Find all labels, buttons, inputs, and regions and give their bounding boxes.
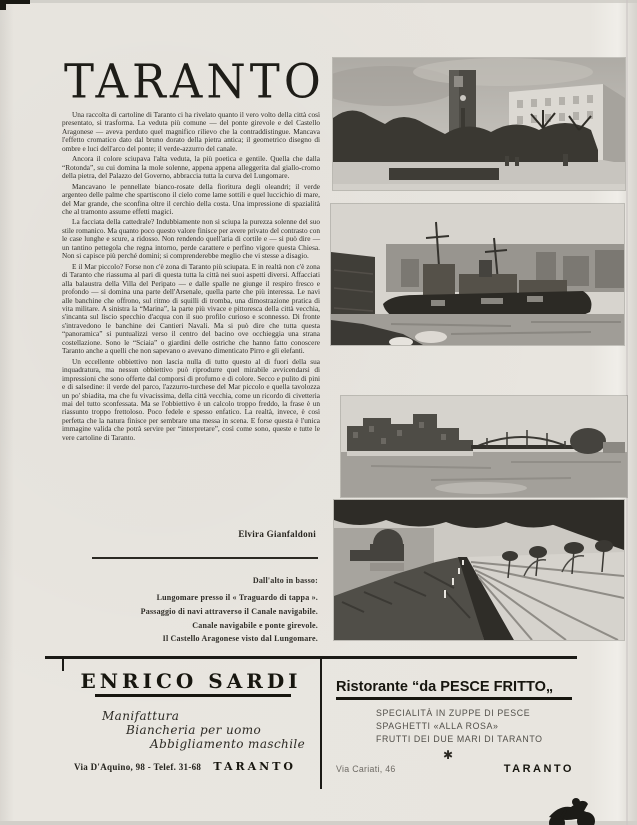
ad-left-line: Manifattura [102,709,180,723]
ad-right-name: Ristorante “da PESCE FRITTO„ [336,678,554,695]
caption-item: Canale navigabile e ponte girevole. [192,620,318,630]
divider-rule [92,557,318,559]
ad-right-city: TARANTO [503,763,574,775]
ad-right-underline [336,697,572,700]
ad-left-city: TARANTO [213,760,296,773]
article-paragraph: Mancavano le pennellate bianco-rosate della fioritura degli oleandri; il verde argenteo delle palme che spartiscono il cielo come lame sottili e quel luccichio di mare, del Mar grande, che sconfina oltre il cerchio della costa. Una impressione di spazialità che al tramonto assume effetti magici. [62,181,320,216]
photo-captions [60,576,318,646]
captions-heading: Dall'alto in basso: [252,576,318,585]
article-paragraph: Ancora il colore sciupava l'alta veduta, la più poetica e gentile. Quella che dalla “Rotonda”, su cui domina la mole solenne, appena appena alleggerita dal giallo-cromo della pietra, del Palazzo del Governo, abbraccia tutta la curva del Lungomare. [62,154,320,181]
ad-left-line: Biancheria per uomo [126,723,262,737]
ad-left-address: Via D'Aquino, 98 - Telef. 31-68 [74,762,202,772]
scan-edge-top [0,0,637,3]
article-paragraph: E il Mar piccolo? Forse non c'è zona di Taranto più sciupata. E in realtà non c'è zona di Taranto che riassuma al pari di questa tutta la città nei suoi aspetti diversi. Affacciati alla balaustra della Villa del Peripato — e dalle spalle ne giunge il respiro fresco e profondo — si domina una parte dell'Arsenale, quella parte che più interessa. Le navi alle banchine che offrono, sul ritmo di squilli di tromba, una dimostrazione pratica di vita militare. A sinistra la “Marina”, la parte più vivace e pittoresca della città vecchia, s'incanta sul liscio specchio d'acqua con il suo profilo curioso e sconnesso. Di fronte s'intravedono le banchine dei Cantieri Navali. Ma si può dire che tutta questa “panoramica” si puntualizzi verso il centro del bacino ove occhieggia una strana costellazione. Sono le “Sciaia” o giardini delle ostriche che hanno fatto conoscere Taranto anche a quelli che non sapevano o avevano dimenticato Pirro e gli elefanti. [62,261,320,356]
article-paragraph: Una raccolta di cartoline di Taranto ci ha rivelato quanto il vero volto della città così presentato, si trasforma. La veduta più comune — del ponte girevole e del Castello Aragonese — aveva perduto quel magnifico rilievo che la contraddistingue. Mancava l'effetto cromatico dato dal bruno dorato della pietra antica; il geometrico disegno di ombre e luci dell'arco del ponte; il verde-azzurro del canale. [62,110,320,153]
ad-right-line: SPAGHETTI «ALLA ROSA» [376,721,499,731]
article-paragraph: Un eccellente obbiettivo non lascia nulla di tutto questo al di fuori della sua inquadratura, ma nessun obbiettivo può riprodurre quel mirabile avvicendarsi di impressioni che sono offerte dal comporsi di profumo e di colore. Secco e pulito di pini e di salsedine: il verde del parco, l'azzurro-turchese del Mar piccolo e quella tavolozza un po' sbiadita, ma che fu vivacissima, della città vecchia, come un ricordo di civetteria mai del tutto sconfessata. Ma se l'obbiettivo è un calcolo troppo freddo, la frase è un riassunto troppo frettoloso. Poco fedele e spesso enfatico. La realtà, invece, è così perfetta che la natura finisce per sembrare una messa in scena. E forse questa è l'unica immagine valida che potrà servire per “interpretare”, così come sono, queste e tutte le vere cartoline di Taranto. [62,356,320,442]
ad-left-line: Abbigliamento maschile [150,737,306,751]
article-paragraph: La facciata della cattedrale? Indubbiamente non si sciupa la purezza solenne del suo stile romanico. Ma quanto poco questo valore finisce per avere privato del contrasto con le case lunghe e scure, a ridosso. Non rendendo quell'aria di cortile e — si può dire — un tantino pettegola che regna intorno, perde carattere e perfino vigore questa Chiesa. Non si capisce più perché domini; si comprenderebbe meglio che vi stesse a disagio. [62,217,320,261]
scan-artifact-corner-2 [0,0,6,10]
caption-item: Il Castello Aragonese visto dal Lungomare. [162,634,318,644]
asterisk-icon: ✱ [443,748,454,762]
ad-left-underline [95,694,291,697]
ad-right-line: SPECIALITÀ IN ZUPPE DI PESCE [376,708,531,718]
caption-item: Lungomare presso il « Traguardo di tappa ». [156,593,318,602]
photo-canale-ponte-girevole [341,396,627,497]
motorcyclist-illustration [540,796,602,825]
article-text [62,111,320,444]
photo-castello-aragonese-lungomare [334,500,624,640]
caption-item: Passaggio di navi attraverso il Canale navigabile. [140,606,318,616]
ads-top-rule [45,656,577,659]
ads-divider [320,656,322,789]
ad-right-address: Via Cariati, 46 [336,764,396,774]
page-title: TARANTO [64,54,325,110]
ad-left-name: ENRICO SARDI [80,669,302,693]
author-signature: Elvira Gianfaldoni [238,529,316,539]
photo-lungomare-traguardo [333,58,625,190]
photo-ship-canale-navigabile [331,204,624,345]
ad-right-line: FRUTTI DEI DUE MARI DI TARANTO [376,734,543,744]
